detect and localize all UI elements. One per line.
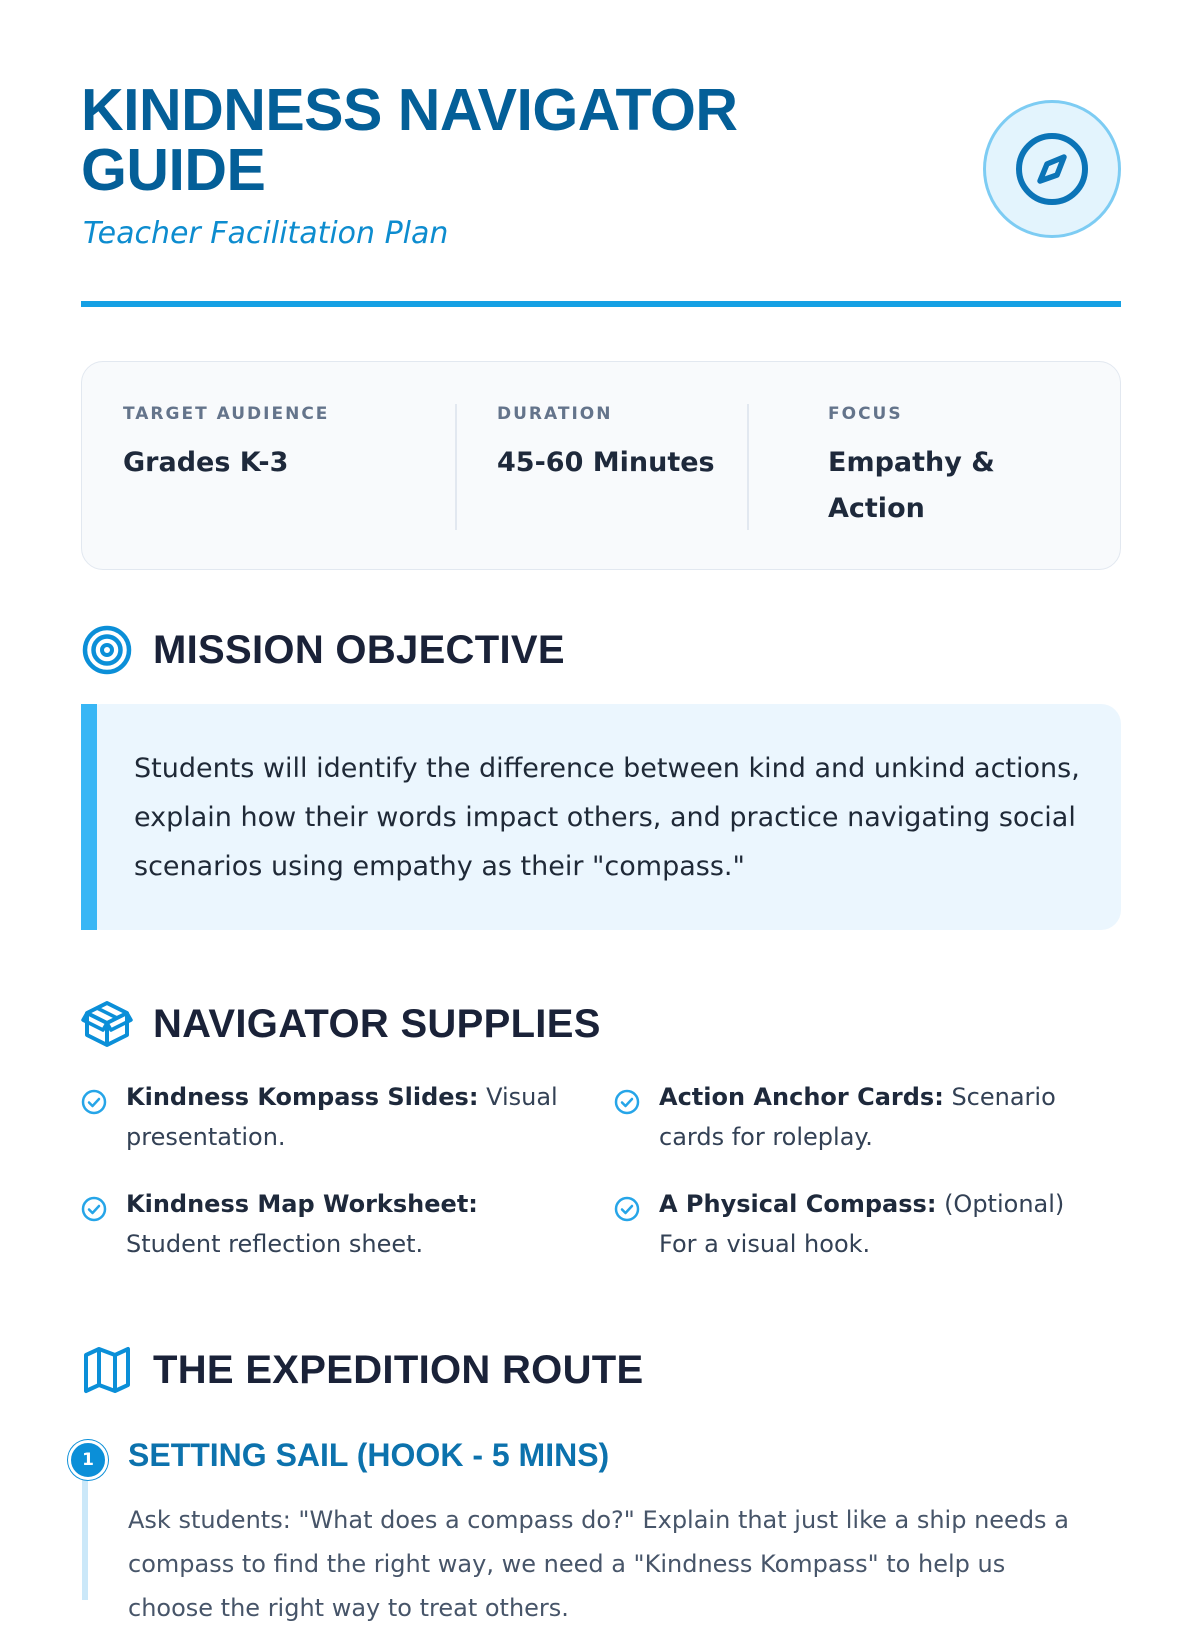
step-title: SETTING SAIL (HOOK - 5 MINS) — [128, 1437, 610, 1473]
supplies-section-header — [81, 998, 601, 1050]
lesson-meta-card — [81, 361, 1121, 570]
timeline-line — [82, 1478, 88, 1600]
supply-name: A Physical Compass: — [659, 1190, 937, 1218]
meta-label: FOCUS — [828, 404, 903, 424]
meta-duration — [497, 404, 757, 486]
meta-divider — [455, 404, 457, 530]
meta-label: TARGET AUDIENCE — [123, 404, 330, 424]
step-number-badge: 1 — [68, 1440, 108, 1480]
supply-name: Kindness Map Worksheet: — [126, 1190, 478, 1218]
supply-desc: (Optional) For a visual hook. — [659, 1190, 1065, 1258]
mission-text: Students will identify the difference between kind and unkind actions, explain how their words impact others, and practice navigating social scenarios using empathy as their "compass." — [134, 753, 1080, 882]
header-divider — [81, 301, 1121, 307]
page-header — [81, 77, 1121, 300]
supply-desc: Scenario cards for roleplay. — [659, 1083, 1056, 1151]
meta-value: Empathy & Action — [828, 447, 995, 524]
meta-divider — [747, 404, 749, 530]
check-circle-icon — [81, 1089, 107, 1115]
map-icon — [81, 1344, 133, 1396]
section-title: NAVIGATOR SUPPLIES — [153, 1001, 601, 1046]
compass-icon — [1012, 129, 1092, 209]
meta-focus — [828, 404, 1028, 532]
page-title: KINDNESS NAVIGATOR GUIDE — [81, 77, 738, 203]
check-circle-icon — [614, 1196, 640, 1222]
section-title: THE EXPEDITION ROUTE — [153, 1347, 644, 1392]
meta-label: DURATION — [497, 404, 613, 424]
mission-objective-box — [81, 704, 1121, 930]
route-section-header — [81, 1344, 644, 1396]
target-icon — [81, 624, 133, 676]
compass-badge — [983, 100, 1121, 238]
step-description: Ask students: "What does a compass do?" Explain that just like a ship needs a compass to find the right way, we need a "Kindness Kompass" to help us choose the right way to treat others. — [128, 1506, 1069, 1622]
mission-section-header — [81, 624, 565, 676]
meta-value: 45-60 Minutes — [497, 447, 715, 478]
check-circle-icon — [614, 1089, 640, 1115]
supply-name: Kindness Kompass Slides: — [126, 1083, 479, 1111]
supply-name: Action Anchor Cards: — [659, 1083, 944, 1111]
box-icon — [81, 998, 133, 1050]
section-title: MISSION OBJECTIVE — [153, 627, 565, 672]
supply-desc: Student reflection sheet. — [126, 1230, 424, 1258]
meta-audience — [123, 404, 423, 486]
supply-desc: Visual presentation. — [126, 1083, 558, 1151]
page-subtitle: Teacher Facilitation Plan — [83, 216, 449, 251]
objective-accent-bar — [81, 704, 97, 930]
meta-value: Grades K-3 — [123, 447, 289, 478]
check-circle-icon — [81, 1196, 107, 1222]
